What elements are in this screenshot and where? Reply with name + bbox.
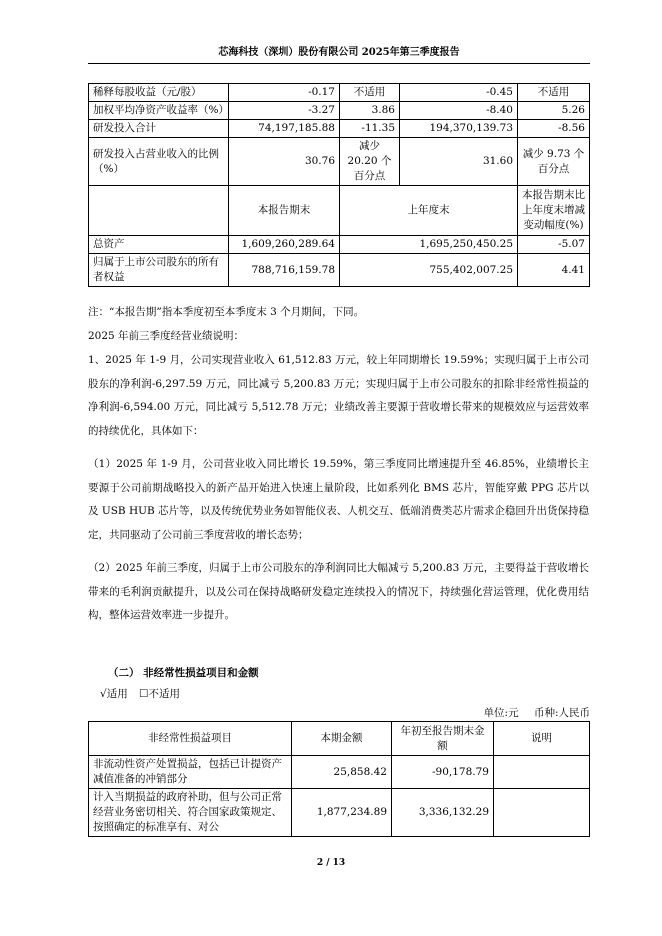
row-label: 总资产	[89, 236, 229, 254]
column-header: 年初至报告期末金额	[392, 722, 494, 756]
table-row	[89, 789, 590, 837]
table-cell: 74,197,185.88	[229, 120, 340, 138]
table-cell: 减少 20.20 个百分点	[340, 138, 400, 186]
row-label: 稀释每股收益（元/股）	[89, 84, 229, 102]
table-header-row	[89, 722, 590, 756]
table-cell	[494, 756, 590, 789]
column-header: 非经常性损益项目	[89, 722, 292, 756]
table-cell: 1,609,260,289.64	[229, 236, 340, 254]
table-row	[89, 120, 590, 138]
table-cell: 755,402,007.25	[340, 254, 518, 287]
page-number: 2 / 13	[316, 858, 346, 868]
table-cell	[494, 789, 590, 837]
table-cell: 不适用	[518, 84, 590, 102]
financial-indicators-table	[88, 83, 590, 287]
not-applicable-checkbox: ☐不适用	[139, 688, 180, 700]
table-cell: 25,858.42	[292, 756, 392, 789]
table-cell: 194,370,139.73	[400, 120, 518, 138]
row-label: 归属于上市公司股东的所有者权益	[89, 254, 229, 287]
applicability	[100, 686, 188, 701]
table-cell: 不适用	[340, 84, 400, 102]
table-cell: 3.86	[340, 102, 400, 120]
table-cell: 1,877,234.89	[292, 789, 392, 837]
row-label: 研发投入合计	[89, 120, 229, 138]
column-header: 说明	[494, 722, 590, 756]
table-cell: 4.41	[518, 254, 590, 287]
table-row	[89, 84, 590, 102]
unit-label: 单位:元	[483, 707, 519, 719]
table-cell: 788,716,159.78	[229, 254, 340, 287]
table-cell: -8.56	[518, 120, 590, 138]
column-header: 本报告期末	[229, 186, 340, 236]
table-cell: -8.40	[400, 102, 518, 120]
unit-line	[472, 705, 590, 720]
table-cell: -11.35	[340, 120, 400, 138]
table-note: 注：“本报告期”指本季度初至本季度末 3 个月期间，下同。	[88, 306, 365, 318]
table-cell: 减少 9.73 个百分点	[518, 138, 590, 186]
table-header-row	[89, 186, 590, 236]
table-row	[89, 236, 590, 254]
section-title: （二） 非经常性损益项目和金额	[108, 667, 259, 679]
table-row	[89, 254, 590, 287]
table-cell: -90,178.79	[392, 756, 494, 789]
performance-intro: 2025 年前三季度经营业绩说明：	[88, 330, 245, 342]
paragraph-2: （1）2025 年 1-9 月，公司营业收入同比增长 19.59%，第三季度同比增速提升至 46.85%，业绩增长主要源于公司前期战略投入的新产品开始进入快速上量阶段，比如系列化 BMS 芯片，智能穿戴 PPG 芯片以及 USB HUB 芯片等，以及传统优势业务如智能仪表、人机交互、低端消费类芯片需求企稳回升出货保持稳定，共同驱动了公司前三季度营收的增长态势；	[88, 458, 589, 541]
table-row	[89, 102, 590, 120]
row-label: 非流动性资产处置损益，包括已计提资产减值准备的冲销部分	[89, 756, 292, 789]
non-recurring-items-table	[88, 721, 590, 837]
table-cell: -3.27	[229, 102, 340, 120]
page-header: 芯海科技（深圳）股份有限公司 2025年第三季度报告	[88, 44, 590, 64]
row-label: 研发投入占营业收入的比例（%）	[89, 138, 229, 186]
column-header: 本期金额	[292, 722, 392, 756]
paragraph-3: （2）2025 年前三季度，归属于上市公司股东的净利润同比大幅减亏 5,200.83 万元，主要得益于营收增长带来的毛利润贡献提升，以及公司在保持战略研发稳定连续投入的情况下，持续强化营运管理，优化费用结构，整体运营效率进一步提升。	[88, 562, 589, 621]
table-cell: -0.45	[400, 84, 518, 102]
column-header: 本报告期末比上年度末增减变动幅度(%)	[518, 186, 590, 236]
table-cell: 1,695,250,450.25	[340, 236, 518, 254]
table-row	[89, 756, 590, 789]
table-row	[89, 138, 590, 186]
table-cell: 30.76	[229, 138, 340, 186]
currency-label: 币种:人民币	[533, 707, 590, 719]
table-cell: 31.60	[400, 138, 518, 186]
paragraph-1: 1、2025 年 1-9 月，公司实现营业收入 61,512.83 万元，较上年同期增长 19.59%；实现归属于上市公司股东的净利润-6,297.59 万元，同比减亏 5,200.83 万元；实现归属于上市公司股东的扣除非经常性损益的净利润-6,594.00 万元，同比减亏 5,512.78 万元；业绩改善主要源于营收增长带来的规模效应与运营效率的持续优化，具体如下：	[88, 354, 589, 437]
table-cell: 5.26	[518, 102, 590, 120]
table-cell: -5.07	[518, 236, 590, 254]
row-label: 计入当期损益的政府补助，但与公司正常经营业务密切相关、符合国家政策规定、按照确定的标准享有、对公	[89, 789, 292, 837]
table-cell: 3,336,132.29	[392, 789, 494, 837]
row-label: 加权平均净资产收益率（%）	[89, 102, 229, 120]
applicable-checkbox: √适用	[100, 688, 128, 700]
table-cell	[89, 186, 229, 236]
table-cell: -0.17	[229, 84, 340, 102]
column-header: 上年度末	[340, 186, 518, 236]
